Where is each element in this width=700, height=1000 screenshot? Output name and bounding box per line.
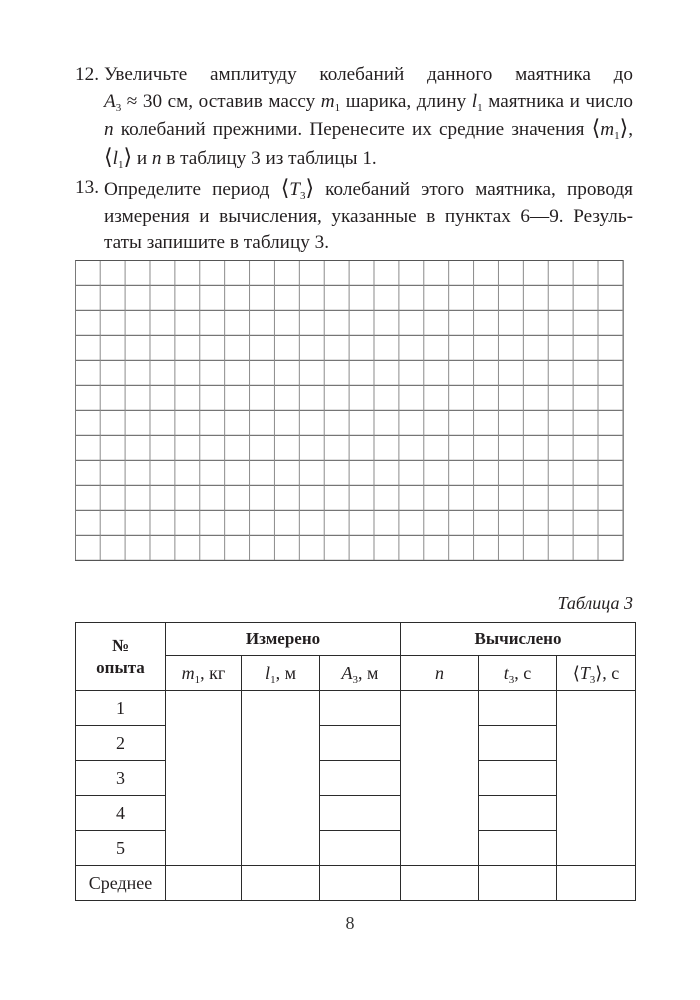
math-symbol: m bbox=[320, 90, 335, 112]
table-row bbox=[76, 831, 636, 866]
cell-A3[interactable] bbox=[320, 796, 401, 831]
math-symbol: n bbox=[104, 119, 114, 140]
header-calculated: Вычислено bbox=[401, 623, 636, 656]
task-line bbox=[104, 175, 633, 204]
cell-t3[interactable] bbox=[479, 726, 557, 761]
page-number: 8 bbox=[345, 913, 355, 933]
task-12 bbox=[75, 62, 633, 172]
angle-bracket: ⟩ bbox=[305, 175, 315, 200]
row-number: 4 bbox=[76, 796, 166, 831]
cell-A3[interactable] bbox=[320, 726, 401, 761]
table-row bbox=[76, 726, 636, 761]
row-number: 1 bbox=[76, 691, 166, 726]
unit-label: , с bbox=[602, 662, 620, 683]
cell-A3[interactable] bbox=[320, 761, 401, 796]
task-line bbox=[104, 115, 633, 144]
cell-l1-average[interactable] bbox=[242, 866, 320, 901]
header-l1 bbox=[242, 656, 320, 691]
subscript: 1 bbox=[117, 158, 124, 171]
task-text bbox=[104, 62, 633, 172]
cell-t3[interactable] bbox=[479, 831, 557, 866]
math-symbol: A bbox=[104, 90, 116, 112]
cell-m1-average[interactable] bbox=[166, 866, 242, 901]
table-caption: Таблица 3 bbox=[557, 593, 633, 613]
header-T3 bbox=[557, 656, 636, 691]
task-number: 13. bbox=[75, 177, 99, 198]
math-symbol: n bbox=[435, 662, 444, 683]
math-symbol: l bbox=[265, 662, 271, 683]
table-row bbox=[76, 691, 636, 726]
header-row-groups bbox=[76, 623, 636, 656]
task-13 bbox=[75, 175, 633, 257]
subscript: 1 bbox=[477, 101, 483, 114]
cell-n-merged[interactable] bbox=[401, 691, 479, 866]
task-number: 12. bbox=[75, 64, 99, 85]
math-symbol: l bbox=[471, 90, 478, 112]
row-number: 5 bbox=[76, 831, 166, 866]
text-fragment: Определите период bbox=[104, 179, 281, 200]
angle-bracket: ⟨ bbox=[591, 115, 601, 140]
math-symbol: t bbox=[503, 662, 509, 683]
text-fragment: колебаний этого маятника, проводя bbox=[314, 179, 633, 200]
subscript: 1 bbox=[270, 673, 276, 686]
cell-m1-merged[interactable] bbox=[166, 691, 242, 866]
unit-label: , с bbox=[514, 662, 532, 683]
cell-T3-average[interactable] bbox=[557, 866, 636, 901]
text-fragment: и bbox=[132, 147, 152, 169]
row-number: 2 bbox=[76, 726, 166, 761]
angle-bracket: ⟨ bbox=[572, 662, 580, 683]
header-A3 bbox=[320, 656, 401, 691]
cell-t3[interactable] bbox=[479, 796, 557, 831]
header-m1 bbox=[166, 656, 242, 691]
text-fragment: колебаний прежними. Перенесите их средние значения bbox=[113, 119, 592, 140]
text-fragment: таты запишите в таблицу 3. bbox=[104, 232, 330, 253]
math-symbol: T bbox=[579, 662, 590, 683]
unit-label: , м bbox=[275, 662, 296, 683]
task-line bbox=[104, 204, 633, 231]
task-line bbox=[104, 144, 633, 173]
text-fragment: шарика, длину bbox=[340, 90, 472, 112]
cell-t3[interactable] bbox=[479, 761, 557, 796]
task-line bbox=[104, 62, 633, 89]
text-fragment: измерения и вычисления, указанные в пунктах 6—9. Резуль- bbox=[104, 205, 633, 227]
subscript: 3 bbox=[352, 673, 359, 686]
cell-t3[interactable] bbox=[479, 691, 557, 726]
angle-bracket: ⟩ bbox=[123, 143, 133, 169]
angle-bracket: ⟨ bbox=[104, 143, 113, 169]
text-fragment: маятника и число bbox=[482, 90, 634, 112]
text-fragment: ≈ 30 см, оставив массу bbox=[121, 90, 321, 112]
unit-label: , м bbox=[358, 662, 379, 683]
subscript: 3 bbox=[115, 101, 122, 114]
row-number: 3 bbox=[76, 761, 166, 796]
header-measured: Измерено bbox=[166, 623, 401, 656]
text-fragment: Увеличьте амплитуду колебаний данного маятника до bbox=[104, 64, 633, 85]
task-line bbox=[104, 89, 633, 116]
header-t3 bbox=[479, 656, 557, 691]
task-text bbox=[104, 175, 633, 257]
results-table bbox=[75, 622, 636, 901]
cell-l1-merged[interactable] bbox=[242, 691, 320, 866]
table-row bbox=[76, 761, 636, 796]
math-symbol: T bbox=[289, 179, 300, 200]
cell-T3-merged[interactable] bbox=[557, 691, 636, 866]
header-experiment: опыта bbox=[96, 657, 145, 677]
subscript: 1 bbox=[614, 130, 620, 142]
cell-n-average[interactable] bbox=[401, 866, 479, 901]
text-fragment: , bbox=[628, 119, 633, 140]
math-symbol: n bbox=[151, 147, 162, 169]
task-line bbox=[104, 230, 633, 257]
math-symbol: m bbox=[600, 119, 615, 140]
text-fragment: в таблицу 3 из таблицы 1. bbox=[161, 147, 377, 169]
angle-bracket: ⟨ bbox=[280, 175, 290, 200]
angle-bracket: ⟩ bbox=[619, 115, 629, 140]
header-no-symbol: № bbox=[111, 635, 130, 655]
cell-t3-average[interactable] bbox=[479, 866, 557, 901]
angle-bracket: ⟩ bbox=[595, 662, 603, 683]
subscript: 1 bbox=[334, 101, 341, 114]
subscript: 1 bbox=[194, 673, 201, 686]
calculation-grid[interactable] bbox=[75, 260, 623, 560]
average-label: Среднее bbox=[76, 866, 166, 901]
table-row-average bbox=[76, 866, 636, 901]
cell-A3[interactable] bbox=[320, 831, 401, 866]
table-row bbox=[76, 796, 636, 831]
subscript: 3 bbox=[508, 673, 515, 686]
subscript: 3 bbox=[299, 190, 306, 202]
math-symbol: A bbox=[341, 662, 353, 683]
header-experiment-number bbox=[76, 623, 166, 691]
unit-label: , кг bbox=[200, 662, 226, 683]
cell-A3[interactable] bbox=[320, 691, 401, 726]
math-symbol: m bbox=[181, 662, 195, 683]
math-symbol: l bbox=[112, 147, 118, 169]
subscript: 3 bbox=[589, 673, 596, 686]
cell-A3-average[interactable] bbox=[320, 866, 401, 901]
header-n bbox=[401, 656, 479, 691]
